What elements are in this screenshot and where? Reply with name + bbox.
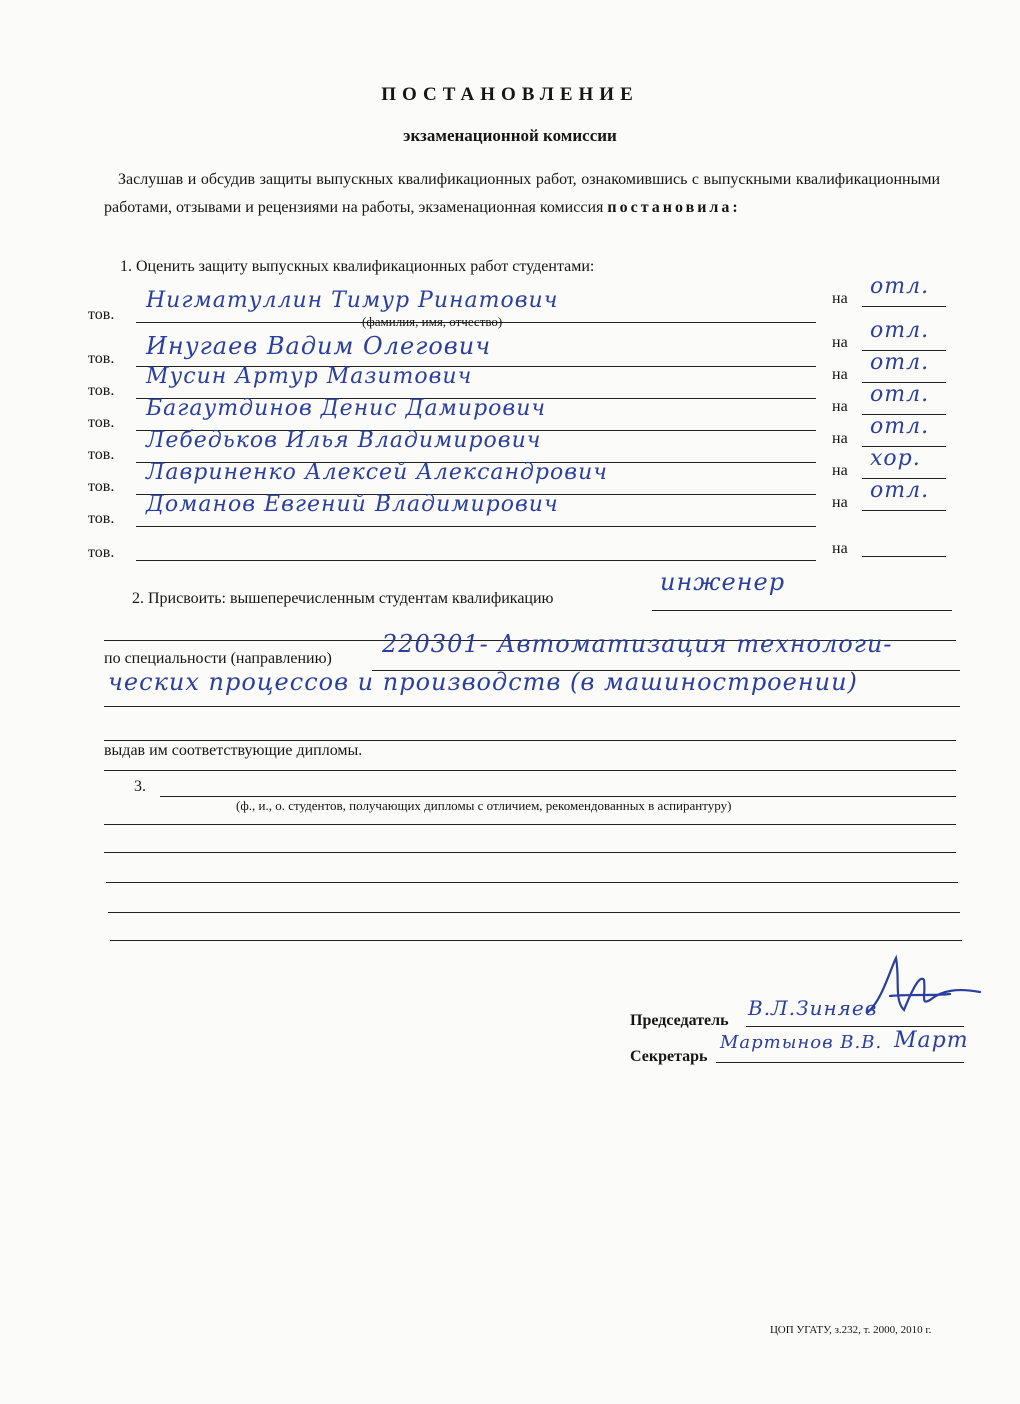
intro-paragraph (104, 166, 940, 222)
grade-prefix: на (832, 430, 848, 447)
blank-line (104, 770, 956, 771)
student-prefix: тов. (88, 544, 115, 561)
intro-decided: постановила: (607, 199, 741, 216)
blank-line (104, 852, 956, 853)
student-name: Нигматуллин Тимур Ринатович (146, 288, 559, 313)
print-footer: ЦОП УГАТУ, з.232, т. 2000, 2010 г. (770, 1324, 932, 1336)
student-name: Мусин Артур Мазитович (146, 364, 473, 389)
chairman-signature-icon (860, 950, 990, 1030)
blank-line (104, 740, 956, 741)
student-prefix: тов. (88, 478, 115, 495)
student-grade: отл. (870, 318, 930, 343)
specialty-value-1: 220301- Автоматизация технологи- (382, 630, 893, 658)
specialty-value-2: ческих процессов и производств (в машиностроении) (108, 668, 858, 696)
secretary-name: Мартынов В.В. (720, 1032, 883, 1053)
blank-line (108, 912, 960, 913)
student-prefix: тов. (88, 446, 115, 463)
student-grade: хор. (870, 446, 921, 471)
secretary-signature: Март (894, 1028, 969, 1053)
student-name: Доманов Евгений Владимирович (146, 492, 559, 517)
specialty-line-2 (104, 706, 960, 707)
blank-line (104, 824, 956, 825)
qualification-value: инженер (660, 568, 786, 596)
grade-line (862, 556, 946, 557)
student-name: Лавриненко Алексей Александрович (146, 460, 608, 485)
section3-caption: (ф., и., о. студентов, получающих дипломы с отличием, рекомендованных в аспирантуру) (236, 798, 732, 813)
section3-number: 3. (134, 778, 146, 795)
chairman-name: В.Л.Зиняев (748, 996, 878, 1020)
secretary-line (716, 1062, 964, 1063)
student-prefix: тов. (88, 510, 115, 527)
student-name-line (136, 560, 816, 561)
name-caption: (фамилия, имя, отчество) (362, 314, 503, 329)
student-name: Багаутдинов Денис Дамирович (146, 396, 547, 421)
student-name-line (136, 526, 816, 527)
grade-prefix: на (832, 366, 848, 383)
student-grade: отл. (870, 274, 930, 299)
student-grade: отл. (870, 382, 930, 407)
grade-line (862, 306, 946, 307)
secretary-label: Секретарь (630, 1048, 708, 1065)
blank-line (106, 882, 958, 883)
qualification-label: 2. Присвоить: вышеперечисленным студентам квалификацию (132, 590, 554, 607)
chairman-label: Председатель (630, 1012, 729, 1029)
document-title: ПОСТАНОВЛЕНИЕ (381, 84, 639, 105)
student-grade: отл. (870, 478, 930, 503)
grade-prefix: на (832, 290, 848, 307)
document-subtitle: экзаменационной комиссии (403, 126, 617, 145)
grade-prefix: на (832, 540, 848, 557)
section3-line (160, 796, 956, 797)
student-prefix: тов. (88, 306, 115, 323)
grade-line (862, 510, 946, 511)
grade-prefix: на (832, 494, 848, 511)
student-grade: отл. (870, 414, 930, 439)
diplomas-text: выдав им соответствующие дипломы. (104, 742, 363, 759)
student-prefix: тов. (88, 382, 115, 399)
grade-prefix: на (832, 398, 848, 415)
intro-text: Заслушав и обсудив защиты выпускных квалификационных работ, ознакомившись с выпускными квалификационными работами, отзывами и рецензиями на работы, экзаменационная комиссия (104, 171, 940, 216)
grade-prefix: на (832, 462, 848, 479)
student-prefix: тов. (88, 350, 115, 367)
section1-heading: 1. Оценить защиту выпускных квалификационных работ студентами: (120, 258, 595, 275)
student-prefix: тов. (88, 414, 115, 431)
student-grade: отл. (870, 350, 930, 375)
grade-prefix: на (832, 334, 848, 351)
qualification-line (652, 610, 952, 611)
specialty-label: по специальности (направлению) (104, 650, 332, 667)
blank-line (110, 940, 962, 941)
student-name: Инугаев Вадим Олегович (146, 332, 492, 360)
student-name: Лебедьков Илья Владимирович (146, 428, 542, 453)
